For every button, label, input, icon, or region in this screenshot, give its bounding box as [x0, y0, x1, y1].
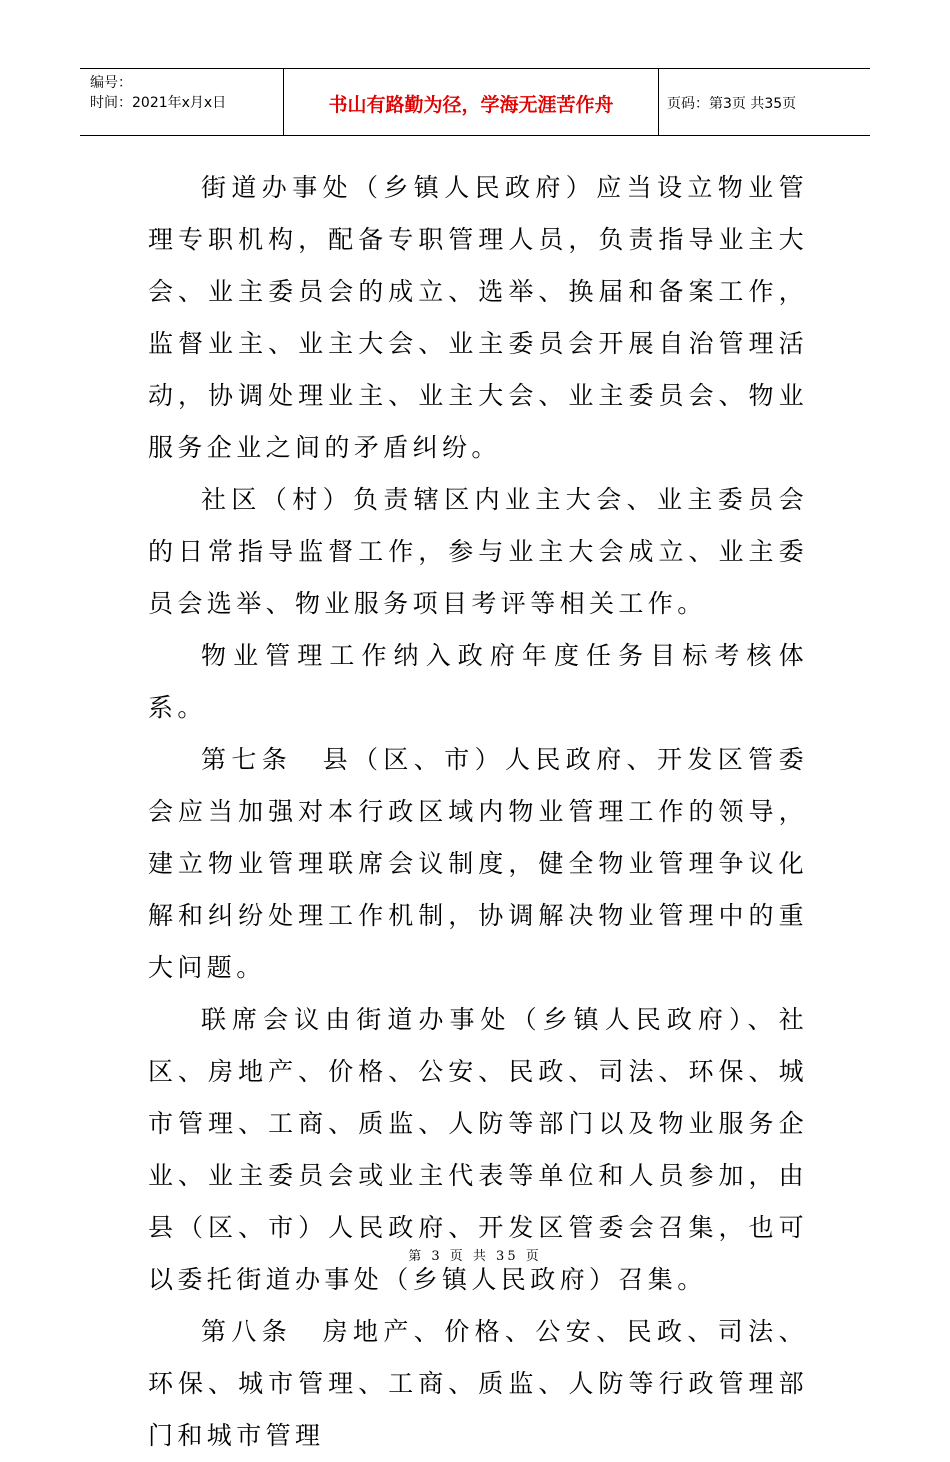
document-body	[148, 162, 808, 1462]
header-meta	[80, 69, 283, 135]
number-label: 编号：	[90, 75, 132, 91]
page-footer	[0, 1245, 950, 1264]
document-header	[80, 68, 870, 136]
paragraph-article-8: 第八条 房地产、价格、公安、民政、司法、环保、城市管理、工商、质监、人防等行政管理部门和城市管理	[148, 1317, 808, 1450]
paragraph: 物业管理工作纳入政府年度任务目标考核体系。	[148, 641, 808, 722]
header-page-info	[659, 69, 870, 135]
motto-text: 书山有路勤为径，学海无涯苦作舟	[328, 94, 614, 116]
paragraph-article-7: 第七条 县（区、市）人民政府、开发区管委会应当加强对本行政区域内物业管理工作的领导，建立物业管理联席会议制度，健全物业管理争议化解和纠纷处理工作机制，协调解决物业管理中的重大问题。	[148, 745, 808, 982]
paragraph: 街道办事处（乡镇人民政府）应当设立物业管理专职机构，配备专职管理人员，负责指导业主大会、业主委员会的成立、选举、换届和备案工作，监督业主、业主大会、业主委员会开展自治管理活动，协调处理业主、业主大会、业主委员会、物业服务企业之间的矛盾纠纷。	[148, 173, 808, 462]
footer-page-number: 第 3 页 共 35 页	[408, 1249, 542, 1264]
page-info-text: 页码：第3页 共35页	[667, 96, 797, 112]
paragraph: 社区（村）负责辖区内业主大会、业主委员会的日常指导监督工作，参与业主大会成立、业主委员会选举、物业服务项目考评等相关工作。	[148, 485, 808, 618]
time-label: 时间：2021年x月x日	[90, 95, 227, 111]
header-motto	[283, 69, 659, 135]
paragraph: 联席会议由街道办事处（乡镇人民政府）、社区、房地产、价格、公安、民政、司法、环保、城市管理、工商、质监、人防等部门以及物业服务企业、业主委员会或业主代表等单位和人员参加，由县（区、市）人民政府、开发区管委会召集，也可以委托街道办事处（乡镇人民政府）召集。	[148, 1005, 808, 1294]
